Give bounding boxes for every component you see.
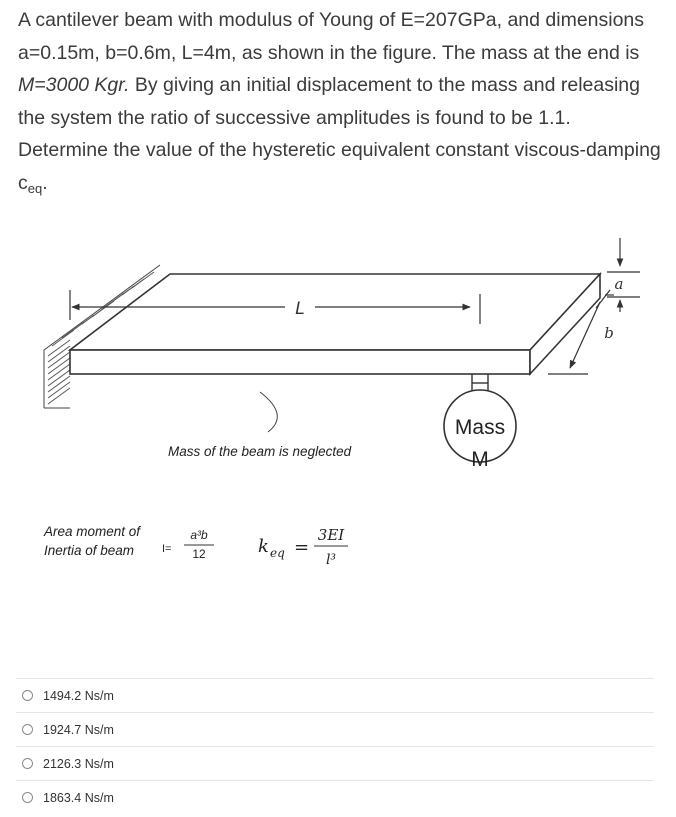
- radio-button[interactable]: [22, 724, 33, 735]
- keq-denominator: l³: [325, 552, 337, 568]
- beam-diagram: [0, 220, 676, 600]
- mass-label-2: M: [471, 448, 489, 471]
- question-part1: A cantilever beam with modulus of Young of E=207GPa, and dimensions a=0.15m, b=0.6m, L=4m, as shown in the figure. The mass at the end is: [18, 9, 645, 64]
- radio-button[interactable]: [22, 758, 33, 769]
- inertia-denominator: 12: [192, 547, 206, 561]
- a-dimension: [607, 238, 640, 312]
- answer-option[interactable]: [16, 746, 654, 780]
- area-label-1: Area moment of: [44, 524, 141, 539]
- area-label-2: Inertia of beam: [44, 543, 135, 558]
- keq-k: k: [258, 536, 269, 557]
- keq-numerator: 3EI: [317, 526, 345, 544]
- mass-label-1: Mass: [454, 416, 506, 439]
- keq-subscript: eq: [270, 546, 285, 560]
- beam-note: Mass of the beam is neglected: [168, 444, 352, 459]
- answer-options: [16, 678, 654, 814]
- beam: [70, 274, 600, 374]
- length-label: L: [295, 299, 305, 319]
- radio-button[interactable]: [22, 792, 33, 803]
- keq-equals: =: [294, 537, 310, 558]
- question-end: .: [42, 171, 48, 194]
- ceq-symbol: $c_{eq}$: [18, 171, 43, 196]
- question-text: [18, 4, 663, 205]
- option-label: 1494.2 Ns/m: [43, 688, 114, 703]
- dim-a-label: a: [614, 275, 624, 293]
- mass-value: M=3000 Kgr.: [18, 74, 130, 96]
- answer-option[interactable]: [16, 712, 654, 746]
- option-label: 2126.3 Ns/m: [43, 756, 114, 771]
- answer-option[interactable]: [16, 678, 654, 712]
- radio-button[interactable]: [22, 690, 33, 701]
- answer-option[interactable]: [16, 780, 654, 814]
- option-label: 1924.7 Ns/m: [43, 722, 114, 737]
- beam-figure: [0, 220, 676, 600]
- note-leader: [260, 392, 277, 432]
- inertia-lhs: I=: [162, 543, 172, 555]
- question-part2: By giving an initial displacement to the mass and releasing the system the ratio of successive amplitudes is found to be 1.1. Determine the value of the hysteretic equivalent constant viscous-damping: [18, 74, 661, 161]
- inertia-numerator: a³b: [190, 528, 208, 542]
- option-label: 1863.4 Ns/m: [43, 790, 114, 805]
- dim-b-label: b: [604, 324, 614, 342]
